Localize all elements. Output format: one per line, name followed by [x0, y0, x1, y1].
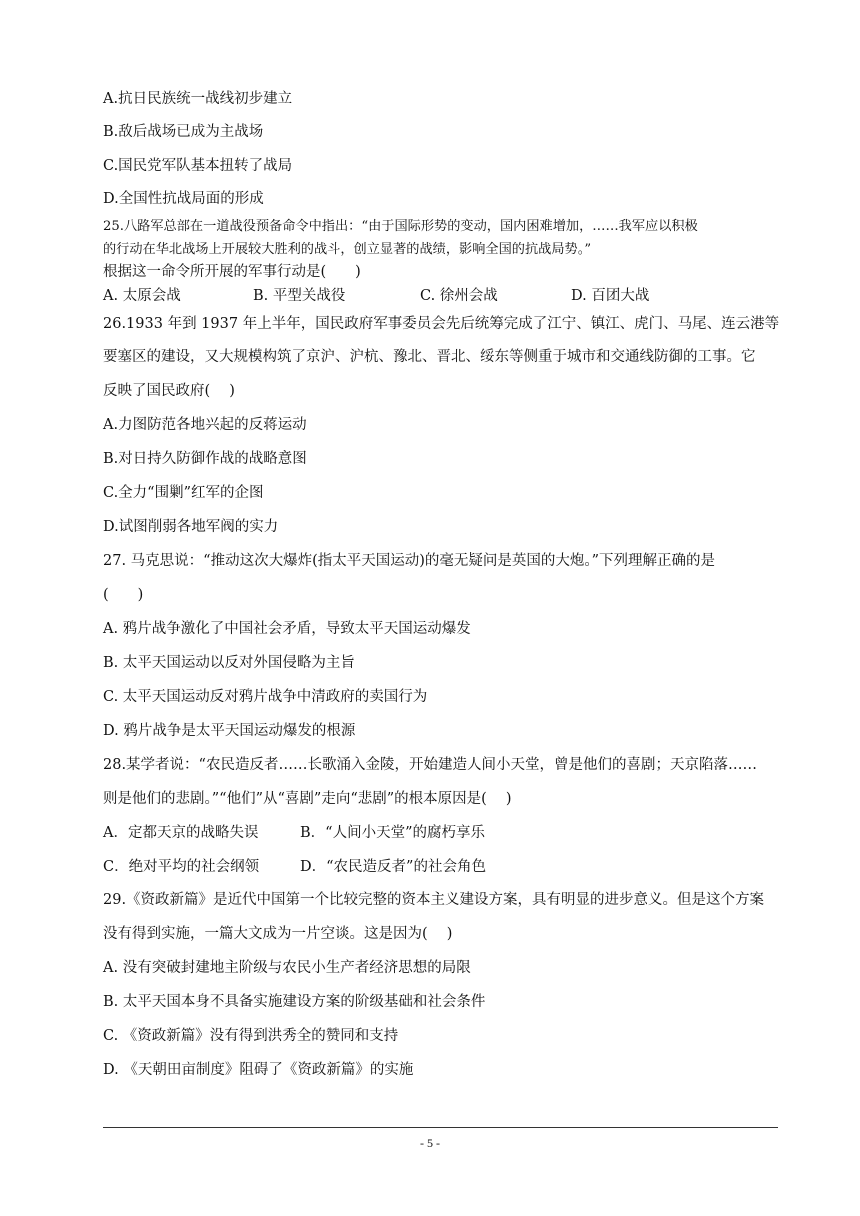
q25-option-c: C. 徐州会战	[420, 288, 498, 304]
q25-option-a: A. 太原会战	[103, 288, 181, 304]
q25-stem-line2: 的行动在华北战场上开展较大胜利的战斗，创立显著的战绩，影响全国的抗战局势。”	[103, 242, 592, 257]
q28-option-d: D．“农民造反者”的社会角色	[300, 859, 486, 875]
q28-option-b: B．“人间小天堂”的腐朽享乐	[300, 825, 485, 841]
q28-stem-line1: 28.某学者说：“农民造反者……长歌涌入金陵，开始建造人间小天堂，曾是他们的喜剧；天京陷落……	[103, 757, 757, 773]
q28-options-row1	[103, 823, 603, 843]
q27-option-a: A. 鸦片战争激化了中国社会矛盾，导致太平天国运动爆发	[103, 621, 471, 637]
q28-options-row2	[103, 857, 603, 877]
q27-option-d: D. 鸦片战争是太平天国运动爆发的根源	[103, 723, 356, 739]
q24-option-c: C.国民党军队基本扭转了战局	[103, 158, 293, 174]
q29-stem-line2: 没有得到实施，一篇大文成为一片空谈。这是因为( )	[103, 926, 453, 942]
q27-option-b: B. 太平天国运动以反对外国侵略为主旨	[103, 655, 355, 671]
q29-option-c: C. 《资政新篇》没有得到洪秀全的赞同和支持	[103, 1028, 399, 1044]
q28-option-c: C．绝对平均的社会纲领	[103, 859, 260, 875]
q26-stem-line1: 26.1933 年到 1937 年上半年，国民政府军事委员会先后统筹完成了江宁、镇江、虎门、马尾、连云港等	[103, 316, 780, 332]
q28-option-a: A．定都天京的战略失误	[103, 825, 259, 841]
q25-options-row	[103, 286, 703, 306]
q26-option-c: C.全力“围剿”红军的企图	[103, 485, 264, 501]
q29-option-b: B. 太平天国本身不具备实施建设方案的阶级基础和社会条件	[103, 994, 486, 1010]
q25-option-b: B. 平型关战役	[253, 288, 346, 304]
q24-option-a: A.抗日民族统一战线初步建立	[103, 91, 293, 107]
q25-stem-line1: 25.八路军总部在一道战役预备命令中指出：“由于国际形势的变动，国内困难增加，……我军应以积极	[103, 219, 698, 234]
page-number: - 5 -	[420, 1136, 440, 1150]
q26-option-a: A.力图防范各地兴起的反蒋运动	[103, 417, 307, 433]
q25-stem-line3: 根据这一命令所开展的军事行动是( )	[103, 264, 361, 280]
q26-option-b: B.对日持久防御作战的战略意图	[103, 451, 307, 467]
q26-stem-line2: 要塞区的建设，又大规模构筑了京沪、沪杭、豫北、晋北、绥东等侧重于城市和交通线防御的工事。它	[103, 349, 756, 365]
q25-option-d: D. 百团大战	[571, 288, 650, 304]
q26-stem-line3: 反映了国民政府( )	[103, 383, 235, 399]
q29-option-a: A. 没有突破封建地主阶级与农民小生产者经济思想的局限	[103, 960, 471, 976]
q26-option-d: D.试图削弱各地军阀的实力	[103, 519, 279, 535]
q24-option-b: B.敌后战场已成为主战场	[103, 124, 264, 140]
footer-divider	[103, 1127, 778, 1128]
q27-stem-line2: ( )	[103, 587, 144, 603]
q29-option-d: D. 《天朝田亩制度》阻碍了《资政新篇》的实施	[103, 1062, 414, 1078]
q24-option-d: D.全国性抗战局面的形成	[103, 191, 264, 207]
q27-option-c: C. 太平天国运动反对鸦片战争中清政府的卖国行为	[103, 689, 428, 705]
q27-stem-line1: 27. 马克思说：“推动这次大爆炸(指太平天国运动)的毫无疑问是英国的大炮。”下列理解正确的是	[103, 553, 716, 569]
q29-stem-line1: 29.《资政新篇》是近代中国第一个比较完整的资本主义建设方案，具有明显的进步意义。但是这个方案	[103, 892, 765, 908]
q28-stem-line2: 则是他们的悲剧。”“他们”从“喜剧”走向“悲剧”的根本原因是( )	[103, 791, 512, 807]
